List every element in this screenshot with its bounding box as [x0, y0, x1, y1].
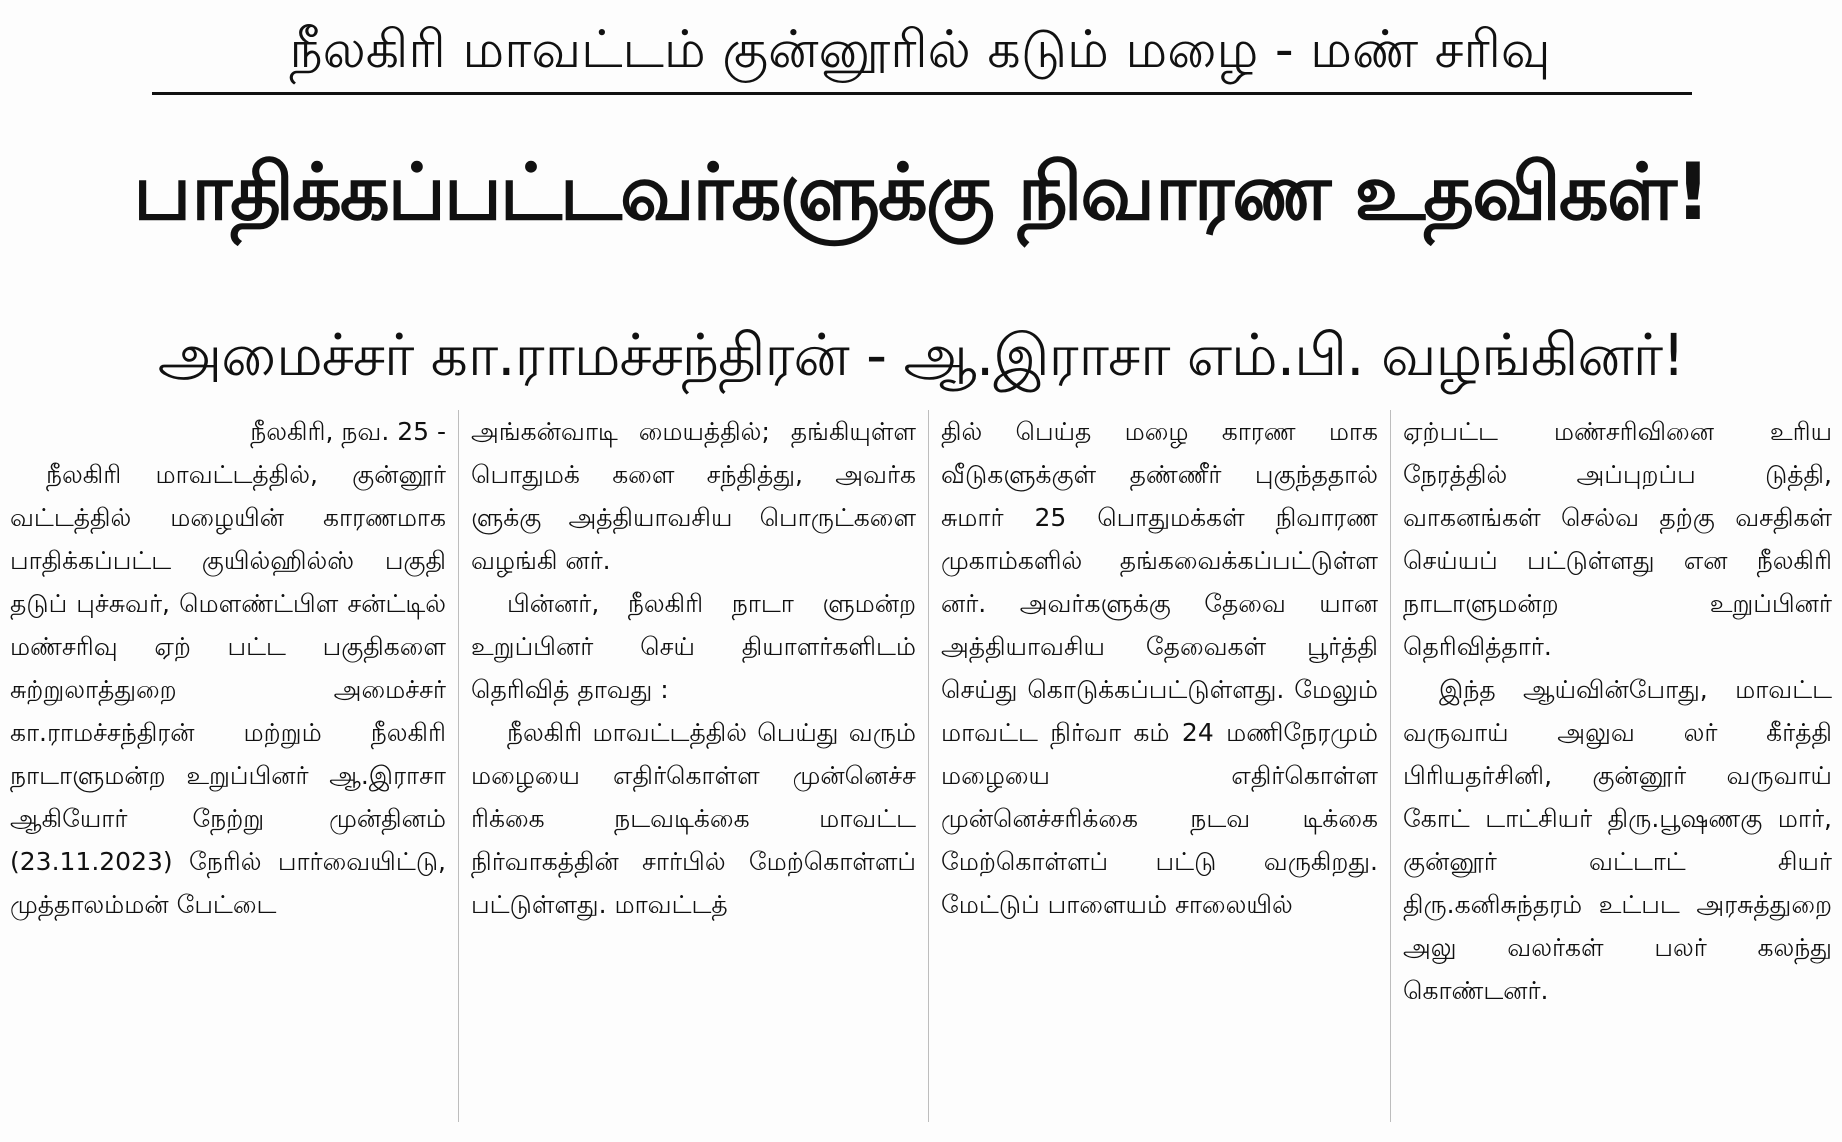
article-subheadline: அமைச்சர் கா.ராமச்சந்திரன் - ஆ.இராசா எம்.பி. வழங்கினர்! — [157, 321, 1685, 389]
body-column-1 — [10, 410, 458, 1122]
body-paragraph: அங்கன்வாடி மையத்தில்; தங்கியுள்ள பொதுமக் களை சந்தித்து, அவர்க ளுக்கு அத்தியாவசிய பொருட்களை வழங்கி னர். — [471, 417, 916, 575]
body-paragraph: இந்த ஆய்வின்போது, மாவட்ட வருவாய் அலுவ லர் கீர்த்தி பிரியதர்சினி, குன்னூர் வருவாய் கோட் டாட்சியர் திரு.பூஷணகு மார், குன்னூர் வட்டாட் சியர் திரு.கனிசுந்தரம் உட்பட அரசுத்துறை அலு வலர்கள் பலர் கலந்து கொண்டனர். — [1403, 675, 1832, 1005]
article-body — [10, 410, 1832, 1122]
article-kicker: நீலகிரி மாவட்டம் குன்னூரில் கடும் மழை - மண் சரிவு — [289, 20, 1551, 80]
article-headline: பாதிக்கப்பட்டவர்களுக்கு நிவாரண உதவிகள்! — [133, 148, 1709, 238]
body-paragraph: நீலகிரி மாவட்டத்தில் பெய்து வரும் மழையை எதிர்கொள்ள முன்னெச்ச ரிக்கை நடவடிக்கை மாவட்ட நிர்வாகத்தின் சார்பில் மேற்கொள்ளப் பட்டுள்ளது. மாவட்டத் — [471, 718, 916, 919]
dateline: நீலகிரி, நவ. 25 - — [250, 417, 446, 446]
body-paragraph: பின்னர், நீலகிரி நாடா ளுமன்ற உறுப்பினர் செய் தியாளர்களிடம் தெரிவித் தாவது : — [471, 589, 916, 704]
body-column-3 — [928, 410, 1390, 1122]
body-paragraph: தில் பெய்த மழை காரண மாக வீடுகளுக்குள் தண்ணீர் புகுந்ததால் சுமார் 25 பொதுமக்கள் நிவாரண முகாம்களில் தங்கவைக்கப்பட்டுள்ள னர். அவர்களுக்கு தேவை யான அத்தியாவசிய தேவைகள் பூர்த்தி செய்து கொடுக்கப்பட்டுள்ளது. மேலும் மாவட்ட நிர்வா கம் 24 மணிநேரமும் மழையை எதிர்கொள்ள முன்னெச்சரிக்கை நடவ டிக்கை மேற்கொள்ளப் பட்டு வருகிறது. மேட்டுப் பாளையம் சாலையில் — [941, 417, 1378, 919]
body-column-2 — [458, 410, 928, 1122]
kicker-underline — [152, 92, 1692, 95]
body-paragraph: ஏற்பட்ட மண்சரிவினை உரிய நேரத்தில் அப்புறப்ப டுத்தி, வாகனங்கள் செல்வ தற்கு வசதிகள் செய்யப் பட்டுள்ளது என நீலகிரி நாடாளுமன்ற உறுப்பினர் தெரிவித்தார். — [1403, 417, 1832, 661]
body-paragraph: நீலகிரி மாவட்டத்தில், குன்னூர் வட்டத்தில் மழையின் காரணமாக பாதிக்கப்பட்ட குயில்ஹில்ஸ் பகுதி தடுப் புச்சுவர், மௌண்ட்பிள சன்ட்டில் மண்சரிவு ஏற் பட்ட பகுதிகளை சுற்றுலாத்துறை அமைச்சர் கா.ராமச்சந்திரன் மற்றும் நீலகிரி நாடாளுமன்ற உறுப்பினர் ஆ.இராசா ஆகியோர் நேற்று முன்தினம் (23.11.2023) நேரில் பார்வையிட்டு, முத்தாலம்மன் பேட்டை — [10, 460, 446, 919]
body-column-4 — [1390, 410, 1832, 1122]
